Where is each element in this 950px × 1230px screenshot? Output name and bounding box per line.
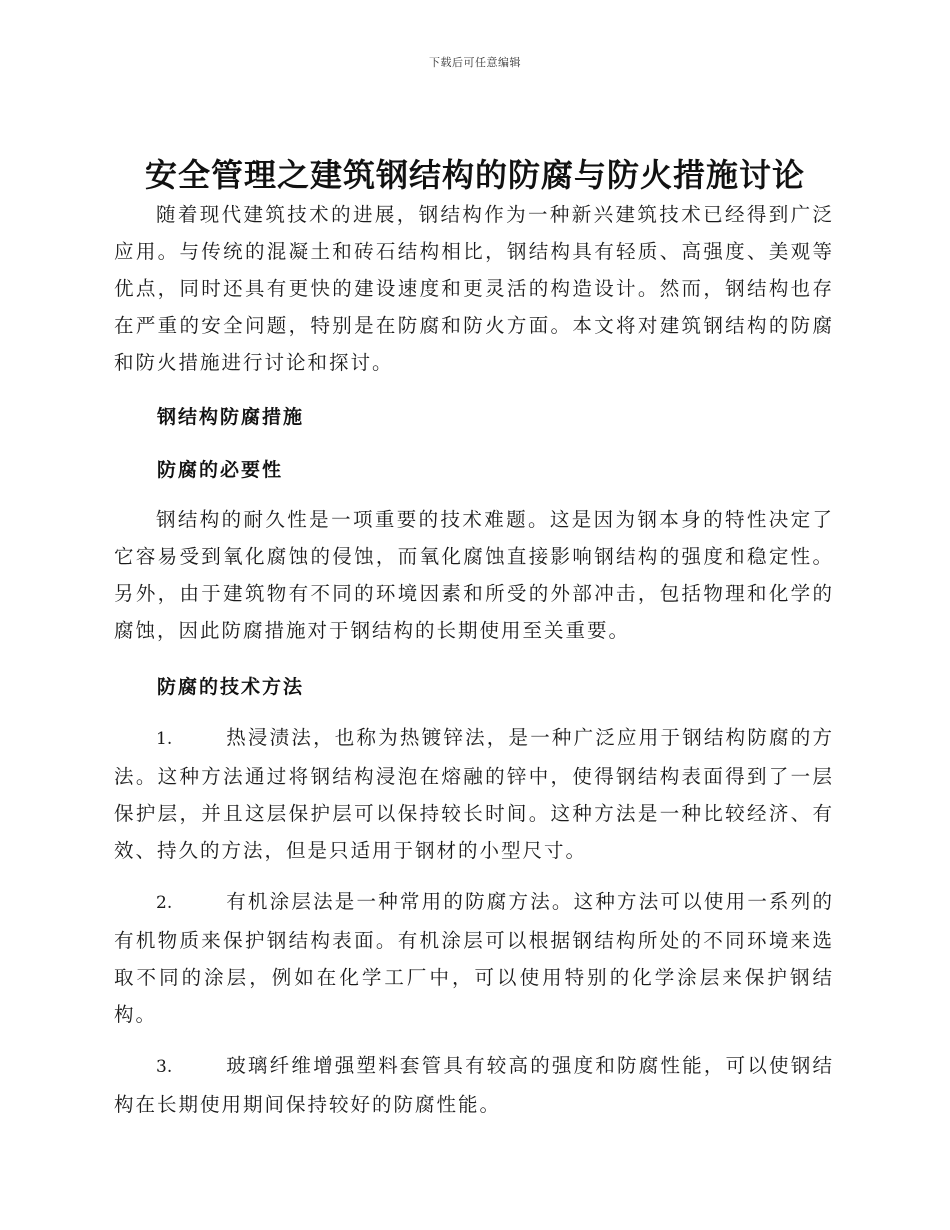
- method-number: 2.: [156, 893, 173, 913]
- header-note: 下载后可任意编辑: [429, 56, 521, 69]
- method-text: 有机涂层法是一种常用的防腐方法。这种方法可以使用一系列的有机物质来保护钢结构表面。有机涂层可以根据钢结构所处的不同环境来选取不同的涂层，例如在化学工厂中，可以使用特别的化学涂层来保护钢结构。: [114, 890, 834, 1026]
- method-item-3: [114, 1047, 834, 1123]
- intro-paragraph: 随着现代建筑技术的进展，钢结构作为一种新兴建筑技术已经得到广泛应用。与传统的混凝土和砖石结构相比，钢结构具有轻质、高强度、美观等优点，同时还具有更快的建设速度和更灵活的构造设计。然而，钢结构也存在严重的安全问题，特别是在防腐和防火方面。本文将对建筑钢结构的防腐和防火措施进行讨论和探讨。: [114, 203, 834, 374]
- subsection-heading-methods: 防腐的技术方法: [157, 676, 305, 698]
- method-text: 热浸渍法，也称为热镀锌法，是一种广泛应用于钢结构防腐的方法。这种方法通过将钢结构浸泡在熔融的锌中，使得钢结构表面得到了一层保护层，并且这层保护层可以保持较长时间。这种方法是一种比较经济、有效、持久的方法，但是只适用于钢材的小型尺寸。: [114, 726, 834, 862]
- method-item-2: [114, 883, 834, 1033]
- method-item-1: [114, 719, 834, 869]
- section-heading-anticorrosion: 钢结构防腐措施: [157, 406, 305, 428]
- subsection-heading-necessity: 防腐的必要性: [157, 459, 284, 481]
- method-number: 1.: [156, 729, 173, 749]
- document-title: 安全管理之建筑钢结构的防腐与防火措施讨论: [144, 156, 805, 194]
- necessity-paragraph: 钢结构的耐久性是一项重要的技术难题。这是因为钢本身的特性决定了它容易受到氧化腐蚀的侵蚀，而氧化腐蚀直接影响钢结构的强度和稳定性。另外，由于建筑物有不同的环境因素和所受的外部冲击，包括物理和化学的腐蚀，因此防腐措施对于钢结构的长期使用至关重要。: [114, 508, 834, 642]
- method-number: 3.: [156, 1057, 173, 1077]
- method-text: 玻璃纤维增强塑料套管具有较高的强度和防腐性能，可以使钢结构在长期使用期间保持较好的防腐性能。: [114, 1054, 834, 1116]
